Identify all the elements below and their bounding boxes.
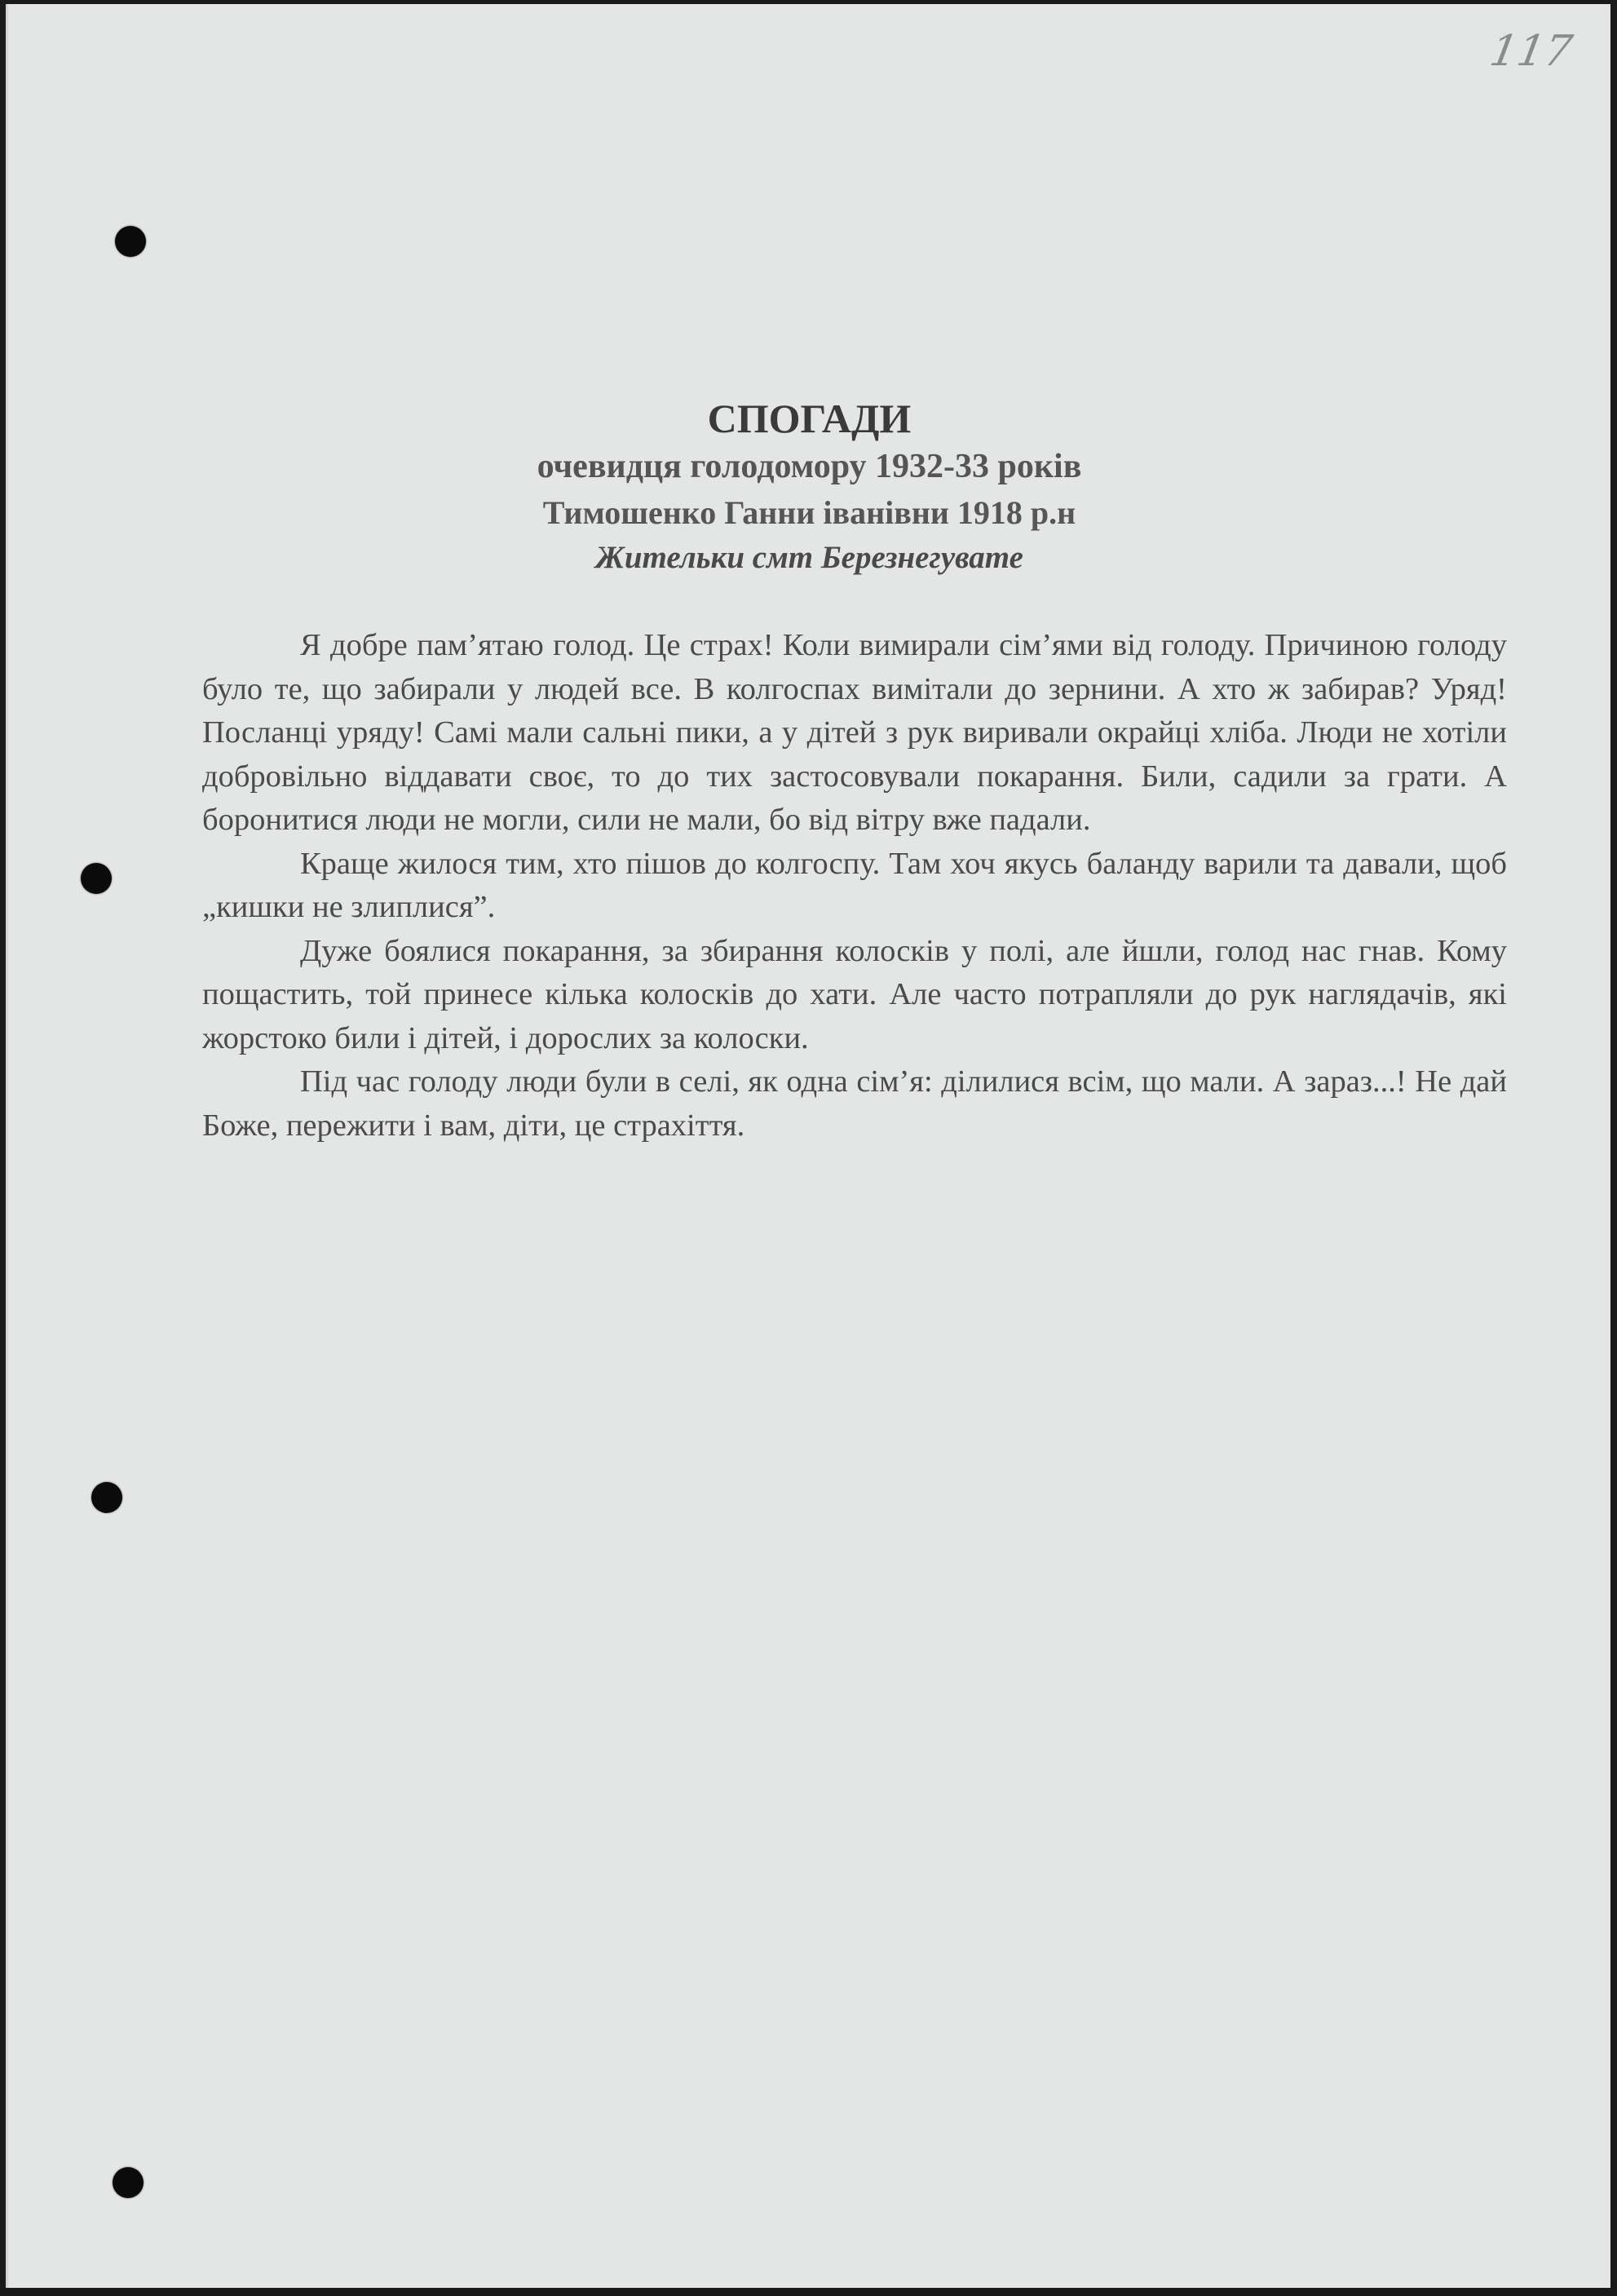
document-page <box>6 4 1610 2288</box>
document-heading <box>8 394 1610 580</box>
page-number: 117 <box>1486 27 1576 76</box>
document-subtitle: очевидця голодомору 1932-33 років <box>537 448 1082 485</box>
document-title: СПОГАДИ <box>707 396 912 441</box>
punch-hole <box>81 863 112 894</box>
paragraph: Краще жилося тим, хто пішов до колгоспу. Там хоч якусь баланду варили та давали, щоб „кишки не злиплися”. <box>202 846 1507 924</box>
document-body <box>202 624 1507 1148</box>
witness-residence: Жительки смт Березнегувате <box>595 540 1023 575</box>
witness-name: Тимошенко Ганни іванівни 1918 р.н <box>542 494 1076 531</box>
paragraph: Дуже боялися покарання, за збирання колосків у полі, але йшли, голод нас гнав. Кому пощастить, той принесе кілька колосків до хати. Але часто потрапляли до рук наглядачів, які жорстоко били і дітей, і дорослих за колоски. <box>202 933 1507 1055</box>
punch-hole <box>115 226 146 257</box>
paragraph: Під час голоду люди були в селі, як одна сім’я: ділилися всім, що мали. А зараз...! Не дай Боже, пережити і вам, діти, це страхіття. <box>202 1064 1507 1143</box>
punch-hole <box>91 1482 122 1513</box>
punch-hole <box>113 2167 144 2198</box>
paragraph: Я добре пам’ятаю голод. Це страх! Коли вимирали сім’ями від голоду. Причиною голоду було те, що забирали у людей все. В колгоспах вимітали до зернини. А хто ж забирав? Уряд! Посланці уряду! Самі мали сальні пики, а у дітей з рук виривали окрайці хліба. Люди не хотіли добровільно віддавати своє, то до тих застосовували покарання. Били, садили за грати. А боронитися люди не могли, сили не мали, бо від вітру вже падали. <box>202 628 1507 837</box>
